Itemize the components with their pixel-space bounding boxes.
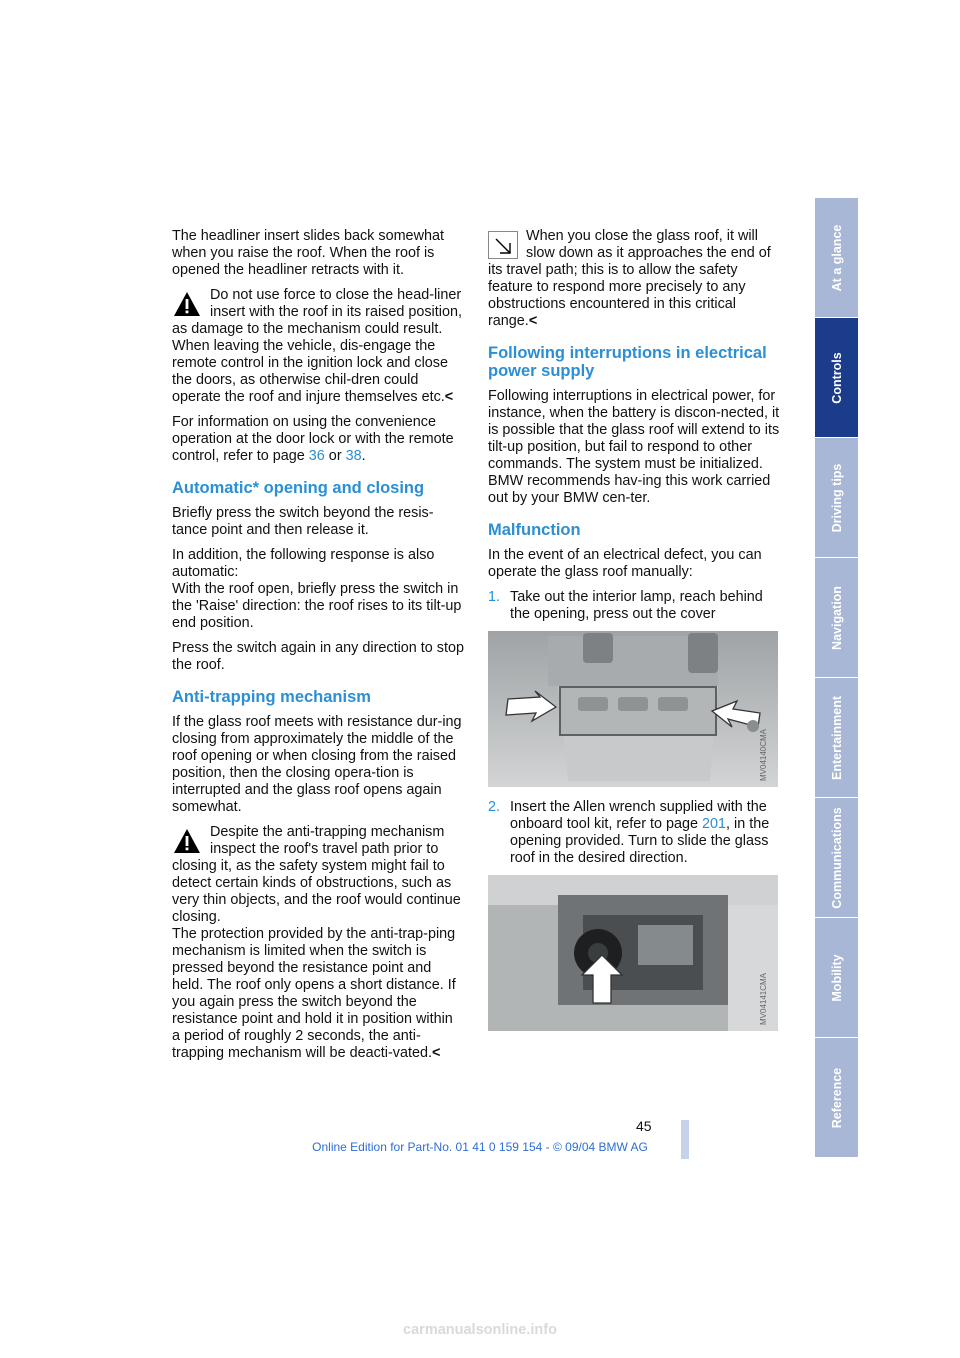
power-interruption-paragraph: Following interruptions in electrical power, for instance, when the battery is discon-nected, it is possible that the glass roof will extend to its tilt-up position, but fail to respond to other commands. The system must be initialized. BMW recommends hav-ing this work carried out by your BMW cen-ter.: [488, 388, 780, 506]
end-mark: <: [444, 389, 454, 405]
footer-edition: Online Edition for Part-No. 01 41 0 159 154 - © 09/04 BMW AG: [312, 1140, 648, 1154]
malfunction-paragraph: In the event of an electrical defect, you can operate the glass roof manually:: [488, 547, 762, 580]
info-text: When you close the glass roof, it will slow down as it approaches the end of its travel path; this is to allow the safety feature to respond more precisely to any obstructions encountered in this critical range.: [488, 228, 771, 329]
convenience-paragraph: For information on using the convenience operation at the door lock or with the remote control, refer to page 36 or 38.: [172, 414, 454, 464]
tab-driving-tips[interactable]: Driving tips: [815, 438, 858, 557]
tab-entertainment[interactable]: Entertainment: [815, 678, 858, 797]
intro-paragraph: The headliner insert slides back somewhat when you raise the roof. When the roof is opened the headliner retracts with it.: [172, 228, 444, 278]
heading-malfunction: Malfunction: [488, 521, 581, 539]
warning-triangle-icon: [172, 827, 202, 855]
automatic-paragraph: Briefly press the switch beyond the resis-tance point and then release it.: [172, 505, 434, 538]
step-text: Take out the interior lamp, reach behind the opening, press out the cover: [510, 589, 763, 622]
page-link-38[interactable]: 38: [345, 448, 362, 464]
interior-lamp-photo: [488, 631, 778, 787]
malfunction-steps-2: [488, 799, 780, 867]
step-text: Insert the Allen wrench supplied with the onboard tool kit, refer to page 201, in the opening provided. Turn to slide the glass roof in the desired direction.: [510, 799, 770, 866]
step-number: 1.: [488, 589, 501, 605]
tab-reference[interactable]: Reference: [815, 1038, 858, 1157]
anti-trapping-paragraph: If the glass roof meets with resistance dur-ing closing from approximately the middle of the roof opening or when closing from the raised position, then the closing opera-tion is interrupted and the glass roof opens again somewhat.: [172, 714, 462, 815]
left-column: [172, 228, 464, 1070]
heading-power-interruption: Following interruptions in electrical power supply: [488, 344, 767, 380]
note-arrow-icon: [488, 231, 518, 259]
tab-mobility[interactable]: Mobility: [815, 918, 858, 1037]
warning-triangle-icon: [172, 290, 202, 318]
photo-code: MV04141CMA: [759, 972, 768, 1025]
photo-code: MV04140CMA: [759, 728, 768, 781]
warning-text: Do not use force to close the head-liner insert with the roof in its raised position, as damage to the mechanism could result. When leaving the vehicle, dis-engage the remote control in the ignition lock and close the doors, as otherwise chil-dren could operate the roof and injure themselves etc.: [172, 287, 462, 405]
tab-navigation[interactable]: Navigation: [815, 558, 858, 677]
tab-controls[interactable]: Controls: [815, 318, 858, 437]
step-item: [488, 799, 780, 867]
tab-at-a-glance[interactable]: At a glance: [815, 198, 858, 317]
watermark: carmanualsonline.info: [403, 1322, 557, 1338]
warning-note: [172, 287, 464, 406]
page-number: 45: [636, 1118, 652, 1134]
heading-automatic: Automatic* opening and closing: [172, 479, 425, 497]
page-link-201[interactable]: 201: [702, 816, 727, 832]
end-mark: <: [528, 313, 538, 329]
heading-anti-trapping: Anti-trapping mechanism: [172, 688, 371, 706]
right-column: [488, 228, 780, 1043]
stop-paragraph: Press the switch again in any direction to stop the roof.: [172, 640, 464, 673]
warning-text-2b: The protection provided by the anti-trap-ping mechanism is limited when the switch is pressed beyond the resistance point and held. The roof only opens a short distance. If you again press the switch beyond the resistance point and hold it in position within a period of roughly 2 seconds, the anti-trapping mechanism will be deacti-vated.: [172, 926, 456, 1061]
warning-text-2a: Despite the anti-trapping mechanism inspect the roof's travel path prior to closing it, as the safety system might fail to detect certain kinds of obstructions, such as very thin objects, and the roof would continue closing.: [172, 824, 461, 925]
section-tabs: [815, 198, 858, 1158]
info-note: [488, 228, 780, 330]
warning-note-2: [172, 824, 464, 1062]
step-item: [488, 589, 780, 623]
malfunction-steps: [488, 589, 780, 623]
allen-wrench-photo: [488, 875, 778, 1031]
automatic-response-paragraph: In addition, the following response is also automatic: With the roof open, briefly press the switch in the 'Raise' direction: the roof rises to its tilt-up end position.: [172, 547, 462, 631]
tab-communications[interactable]: Communications: [815, 798, 858, 917]
step-number: 2.: [488, 799, 501, 815]
page-link-36[interactable]: 36: [308, 448, 325, 464]
end-mark: <: [431, 1045, 441, 1061]
